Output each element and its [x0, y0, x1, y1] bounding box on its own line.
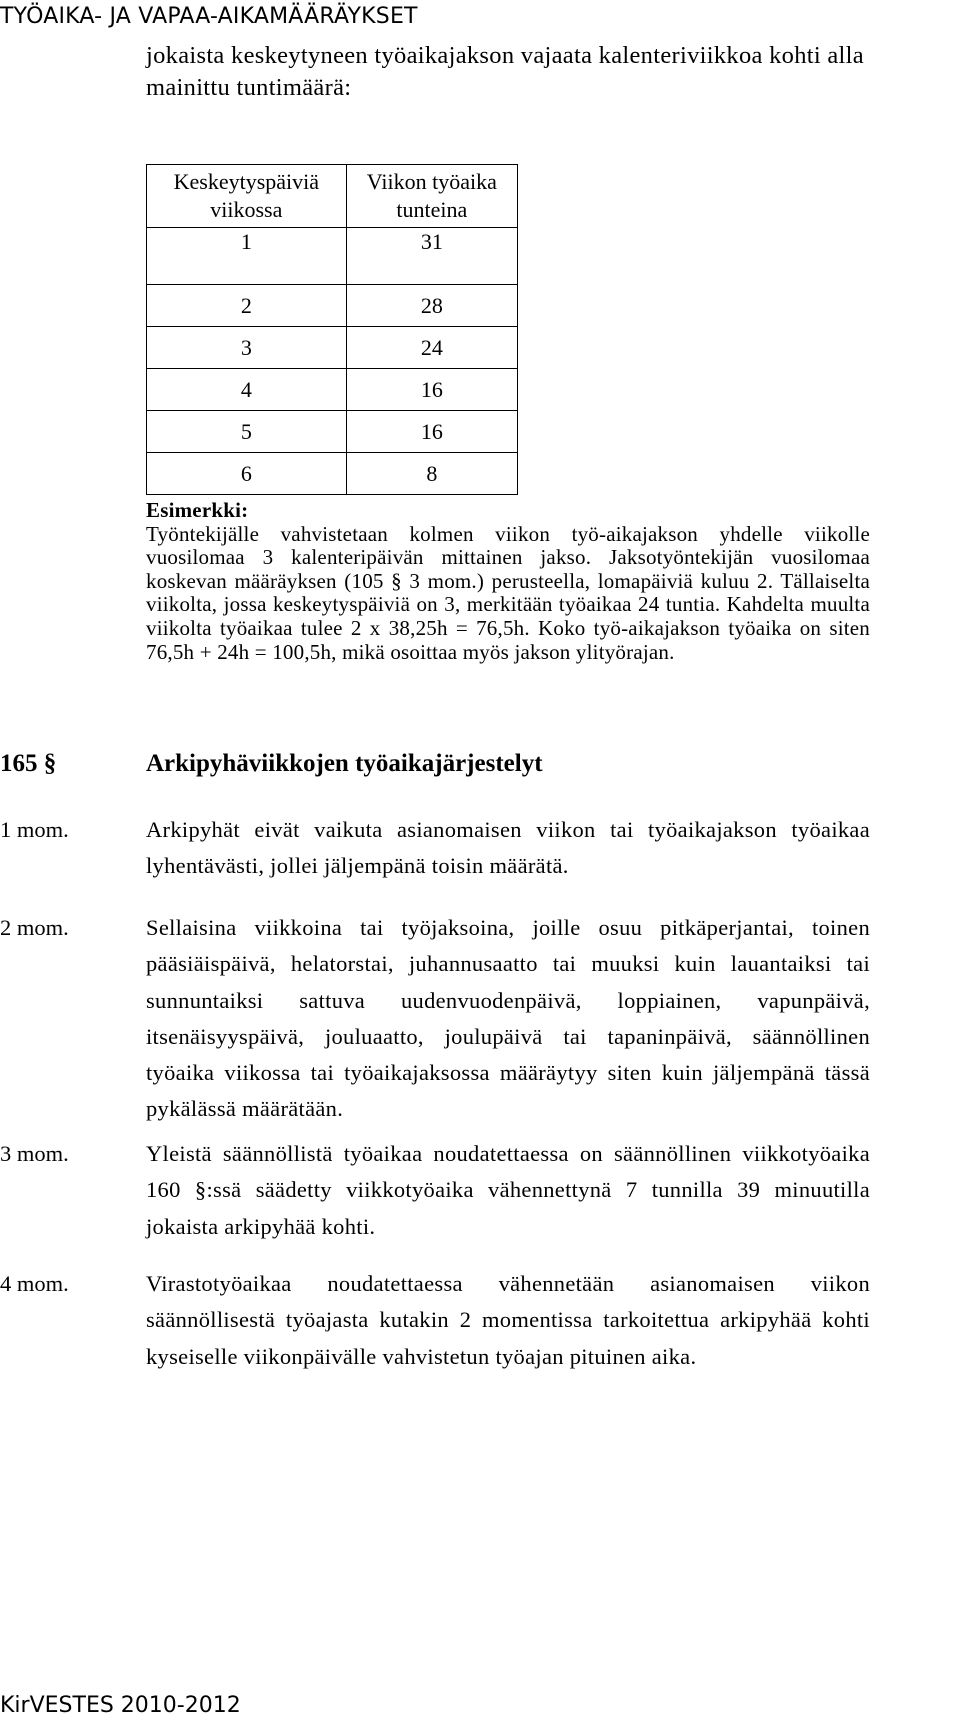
- moment-text: Sellaisina viikkoina tai työjaksoina, joille osuu pitkäperjantai, toinen pääsiäispäivä, helatorstai, juhannusaatto tai muuksi kuin lauantaiksi tai sunnuntaiksi sattuva uudenvuodenpäivä, loppiainen, vapunpäivä, itsenäisyyspäivä, jouluaatto, joulupäivä tai tapaninpäivä, säännöllinen työaika viikossa tai työaikajaksossa määräytyy siten kuin jäljempänä tässä pykälässä määrätään.: [146, 915, 870, 1122]
- column-header-hours: Viikon työaika tunteina: [346, 165, 517, 228]
- column-header-days: Keskeytyspäiviä viikossa: [147, 165, 347, 228]
- hours-cell: 16: [346, 369, 517, 411]
- table-row: [147, 228, 518, 285]
- hours-table: [146, 164, 518, 495]
- hours-cell: 31: [346, 228, 517, 285]
- example-box: [146, 499, 870, 664]
- table-row: [147, 453, 518, 495]
- moment-text: Yleistä säännöllistä työaikaa noudatettaessa on säännöllinen viikkotyöaika 160 §:ssä säädetty viikkotyöaika vähennettynä 7 tunnilla 39 minuutilla jokaista arkipyhää kohti.: [146, 1141, 870, 1239]
- moment-text: Virastotyöaikaa noudatettaessa vähennetään asianomaisen viikon säännöllisestä työajasta kutakin 2 momentissa tarkoitettua arkipyhää kohti kyseiselle viikonpäivälle vahvistetun työajan pituinen aika.: [146, 1271, 870, 1369]
- table-row: [147, 369, 518, 411]
- intro-paragraph: jokaista keskeytyneen työaikajakson vajaata kalenteriviikkoa kohti alla mainittu tuntimäärä:: [146, 42, 864, 101]
- table-row: [147, 285, 518, 327]
- section-title: Arkipyhäviikkojen työaikajärjestelyt: [146, 750, 543, 777]
- table-row: [147, 411, 518, 453]
- table-header-row: [147, 165, 518, 228]
- table-row: [147, 327, 518, 369]
- hours-cell: 28: [346, 285, 517, 327]
- moment-text: Arkipyhät eivät vaikuta asianomaisen viikon tai työaikajakson työaikaa lyhentävästi, jollei jäljempänä toisin määrätä.: [146, 817, 870, 879]
- days-cell: 4: [147, 369, 347, 411]
- days-cell: 1: [147, 228, 347, 285]
- days-cell: 5: [147, 411, 347, 453]
- hours-cell: 16: [346, 411, 517, 453]
- moment-label: 3 mom.: [0, 1141, 69, 1166]
- days-cell: 6: [147, 453, 347, 495]
- days-cell: 3: [147, 327, 347, 369]
- example-text: Työntekijälle vahvistetaan kolmen viikon työ-aikajakson yhdelle viikolle vuosilomaa 3 kalenteripäivän mittainen jakso. Jaksotyöntekijän vuosilomaa koskevan määräyksen (105 § 3 mom.) perusteella, lomapäiviä kuluu 2. Tällaiselta viikolta, jossa keskeytyspäiviä on 3, merkitään työaikaa 24 tuntia. Kahdelta muulta viikolta työaikaa tulee 2 x 38,25h = 76,5h. Koko työ-aikajakson työaika on siten 76,5h + 24h = 100,5h, mikä osoittaa myös jakson ylityörajan.: [146, 521, 870, 664]
- moment-label: 1 mom.: [0, 817, 69, 842]
- running-header: TYÖAIKA- JA VAPAA-AIKAMÄÄRÄYKSET: [0, 4, 418, 29]
- example-lead: Esimerkki:: [146, 498, 249, 522]
- section-number: 165 §: [0, 750, 57, 777]
- hours-cell: 8: [346, 453, 517, 495]
- running-footer: KirVESTES 2010-2012: [0, 1693, 241, 1718]
- moment-label: 2 mom.: [0, 915, 69, 940]
- moment-label: 4 mom.: [0, 1271, 69, 1296]
- hours-cell: 24: [346, 327, 517, 369]
- days-cell: 2: [147, 285, 347, 327]
